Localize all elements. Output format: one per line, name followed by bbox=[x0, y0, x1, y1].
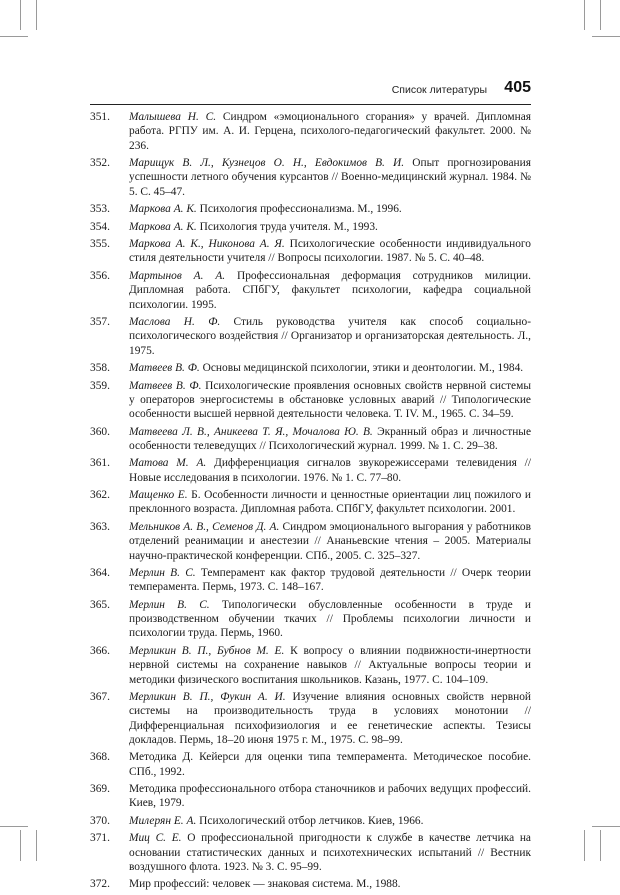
reference-number: 371. bbox=[90, 832, 110, 845]
reference-number: 364. bbox=[90, 567, 110, 580]
reference-author: Маркова А. К. bbox=[129, 203, 197, 216]
reference-author: Мерликин В. П., Бубнов М. Е. bbox=[129, 644, 285, 657]
reference-text: К вопросу о влиянии подвижности-инертности нервной системы на сохранение навыков // Актуальные вопросы теории и методики физического воспитания школьников. Казань, 1977. С. 104–109. bbox=[129, 644, 531, 686]
reference-item bbox=[90, 520, 531, 563]
reference-author: Малышева Н. С. bbox=[129, 111, 217, 123]
reference-author: Мартынов А. А. bbox=[129, 269, 226, 282]
reference-author: Милерян Е. А. bbox=[129, 814, 197, 827]
crop-mark bbox=[600, 0, 601, 30]
reference-text: Профессиональная деформация сотрудников милиции. Дипломная работа. СПбГУ, факультет психологии, кафедра социальной психологии. 1995. bbox=[129, 269, 531, 311]
reference-item bbox=[90, 814, 531, 828]
reference-item bbox=[90, 782, 531, 811]
crop-mark bbox=[20, 830, 21, 861]
reference-text: Психологические особенности индивидуального стиля деятельности учителя // Вопросы психологии. 1987. № 5. С. 40–48. bbox=[129, 238, 531, 265]
reference-number: 363. bbox=[90, 520, 110, 533]
reference-number: 359. bbox=[90, 379, 110, 392]
reference-item bbox=[90, 566, 531, 595]
crop-mark bbox=[20, 0, 21, 30]
reference-item bbox=[90, 644, 531, 687]
reference-number: 372. bbox=[90, 878, 110, 891]
reference-item bbox=[90, 269, 531, 312]
running-header bbox=[90, 78, 531, 100]
crop-mark bbox=[584, 830, 585, 861]
reference-text: Опыт прогнозирования успешности летного обучения курсантов // Военно-медицинский журнал. 1984. № 5. С. 45–47. bbox=[129, 157, 531, 198]
reference-number: 351. bbox=[90, 111, 110, 123]
reference-number: 357. bbox=[90, 315, 110, 328]
reference-author: Марищук В. Л., Кузнецов О. Н., Евдокимов В. И. bbox=[129, 157, 405, 170]
reference-number: 365. bbox=[90, 598, 110, 611]
reference-item bbox=[90, 315, 531, 358]
reference-text: Основы медицинской психологии, этики и деонтологии. М., 1984. bbox=[202, 362, 524, 375]
reference-item bbox=[90, 425, 531, 454]
reference-text: Изучение влияния основных свойств нервной системы на производительность труда в условиях монотонии // Дифференциальная психофизиология и ее генетические аспекты. Тезисы докладов. Пермь, 18–20 июня 1975 г. М., 1975. С. 98–99. bbox=[129, 690, 531, 746]
reference-text: Психология труда учителя. М., 1993. bbox=[199, 220, 378, 233]
header-rule bbox=[90, 104, 531, 105]
reference-item bbox=[90, 237, 531, 266]
reference-number: 354. bbox=[90, 220, 110, 233]
reference-text: Экранный образ и личностные особенности телеведущих // Психологический журнал. 1999. № 1. С. 29–38. bbox=[129, 425, 531, 452]
reference-number: 353. bbox=[90, 203, 110, 216]
reference-number: 369. bbox=[90, 783, 110, 796]
reference-item bbox=[90, 202, 531, 216]
reference-author: Мерлин В. С. bbox=[129, 567, 196, 580]
reference-text: Б. Особенности личности и ценностные ориентации лиц пожилого и преклонного возраста. Дипломная работа. СПбГУ, факультет психологии. 2001. bbox=[129, 489, 532, 516]
reference-author: Матвеев В. Ф. bbox=[129, 362, 200, 375]
reference-author: Мерлин В. С. bbox=[129, 598, 210, 611]
crop-mark bbox=[600, 830, 601, 861]
reference-item bbox=[90, 379, 531, 422]
reference-text: Психологические проявления основных свойств нервной системы у операторов энергосистемы в обстановке условных аварий // Типологические особенности высшей нервной деятельности человека. Т. IV. М., 1965. С. 34–59. bbox=[129, 379, 531, 421]
reference-item bbox=[90, 156, 531, 199]
reference-text: Стиль руководства учителя как способ социально-психологического воздействия // Организатор и организаторская деятельность. Л., 1975. bbox=[129, 315, 531, 357]
reference-text: Дифференциация сигналов звукорежиссерами телевидения // Новые исследования в психологии. 1976. № 1. С. 77–80. bbox=[129, 457, 532, 484]
reference-author: Миц С. Е. bbox=[129, 832, 182, 845]
reference-number: 360. bbox=[90, 425, 110, 438]
crop-mark bbox=[0, 36, 28, 37]
reference-item bbox=[90, 110, 531, 153]
reference-author: Матвеева Л. В., Аникеева Т. Я., Мочалова Ю. В. bbox=[129, 425, 373, 438]
reference-number: 352. bbox=[90, 157, 110, 170]
reference-number: 368. bbox=[90, 751, 110, 764]
reference-text: Психология профессионализма. М., 1996. bbox=[199, 203, 402, 216]
reference-text: Типологически обусловленные особенности в труде и производственном обучении ткачих // Проблемы психологии личности и психологии труда. Пермь, 1960. bbox=[129, 598, 531, 640]
reference-text: Методика Д. Кейерси для оценки типа темперамента. Методическое пособие. СПб., 1992. bbox=[129, 751, 531, 778]
reference-text: Мир профессий: человек — знаковая система. М., 1988. bbox=[129, 878, 401, 891]
reference-author: Матова М. А. bbox=[129, 457, 207, 470]
crop-mark bbox=[592, 36, 620, 37]
reference-author: Маркова А. К., Никонова А. Я. bbox=[129, 238, 285, 251]
reference-number: 366. bbox=[90, 644, 110, 657]
reference-item bbox=[90, 488, 531, 517]
reference-author: Маркова А. К. bbox=[129, 220, 197, 233]
reference-number: 355. bbox=[90, 238, 110, 251]
reference-author: Мащенко Е. bbox=[129, 489, 188, 502]
reference-text: Синдром «эмоционального сгорания» у врачей. Дипломная работа. РГПУ им. А. И. Герцена, психолого-педагогический факультет. 2000. № 236. bbox=[129, 111, 531, 152]
reference-number: 361. bbox=[90, 457, 110, 470]
reference-number: 362. bbox=[90, 489, 110, 502]
reference-item bbox=[90, 831, 531, 874]
crop-mark bbox=[36, 0, 37, 30]
reference-text: Темперамент как фактор трудовой деятельности // Очерк теории темперамента. Пермь, 1973. С. 148–167. bbox=[129, 567, 531, 594]
reference-author: Мерликин В. П., Фукин А. И. bbox=[129, 690, 286, 703]
reference-item bbox=[90, 456, 531, 485]
reference-text: Психологический отбор летчиков. Киев, 1966. bbox=[199, 814, 424, 827]
reference-number: 358. bbox=[90, 362, 110, 375]
reference-text: Методика профессионального отбора станочников и рабочих ведущих профессий. Киев, 1979. bbox=[129, 783, 531, 810]
page-number: 405 bbox=[504, 79, 531, 96]
crop-mark bbox=[592, 826, 620, 827]
reference-item bbox=[90, 690, 531, 747]
reference-number: 370. bbox=[90, 814, 110, 827]
header-title: Список литературы bbox=[391, 84, 487, 96]
reference-text: О профессиональной пригодности к службе в качестве летчика на основании статистических данных и психотехнических испытаний // Вестник воздушного флота. 1923. № 3. С. 95–99. bbox=[129, 832, 531, 873]
reference-number: 356. bbox=[90, 269, 110, 282]
reference-item bbox=[90, 220, 531, 234]
crop-mark bbox=[584, 0, 585, 30]
reference-list bbox=[90, 110, 531, 895]
reference-item bbox=[90, 361, 531, 375]
crop-mark bbox=[0, 826, 28, 827]
reference-author: Матвеев В. Ф. bbox=[129, 379, 202, 392]
reference-item bbox=[90, 598, 531, 641]
reference-number: 367. bbox=[90, 690, 110, 703]
reference-item bbox=[90, 750, 531, 779]
reference-text: Синдром эмоционального выгорания у работников отделений реанимации и анестезии // Ананьевские чтения – 2005. Материалы научно-практической конференции. СПб., 2005. С. 325–327. bbox=[129, 520, 531, 562]
reference-item bbox=[90, 877, 531, 891]
reference-author: Маслова Н. Ф. bbox=[129, 315, 221, 328]
crop-mark bbox=[36, 830, 37, 861]
reference-author: Мельников А. В., Семенов Д. А. bbox=[129, 520, 280, 533]
